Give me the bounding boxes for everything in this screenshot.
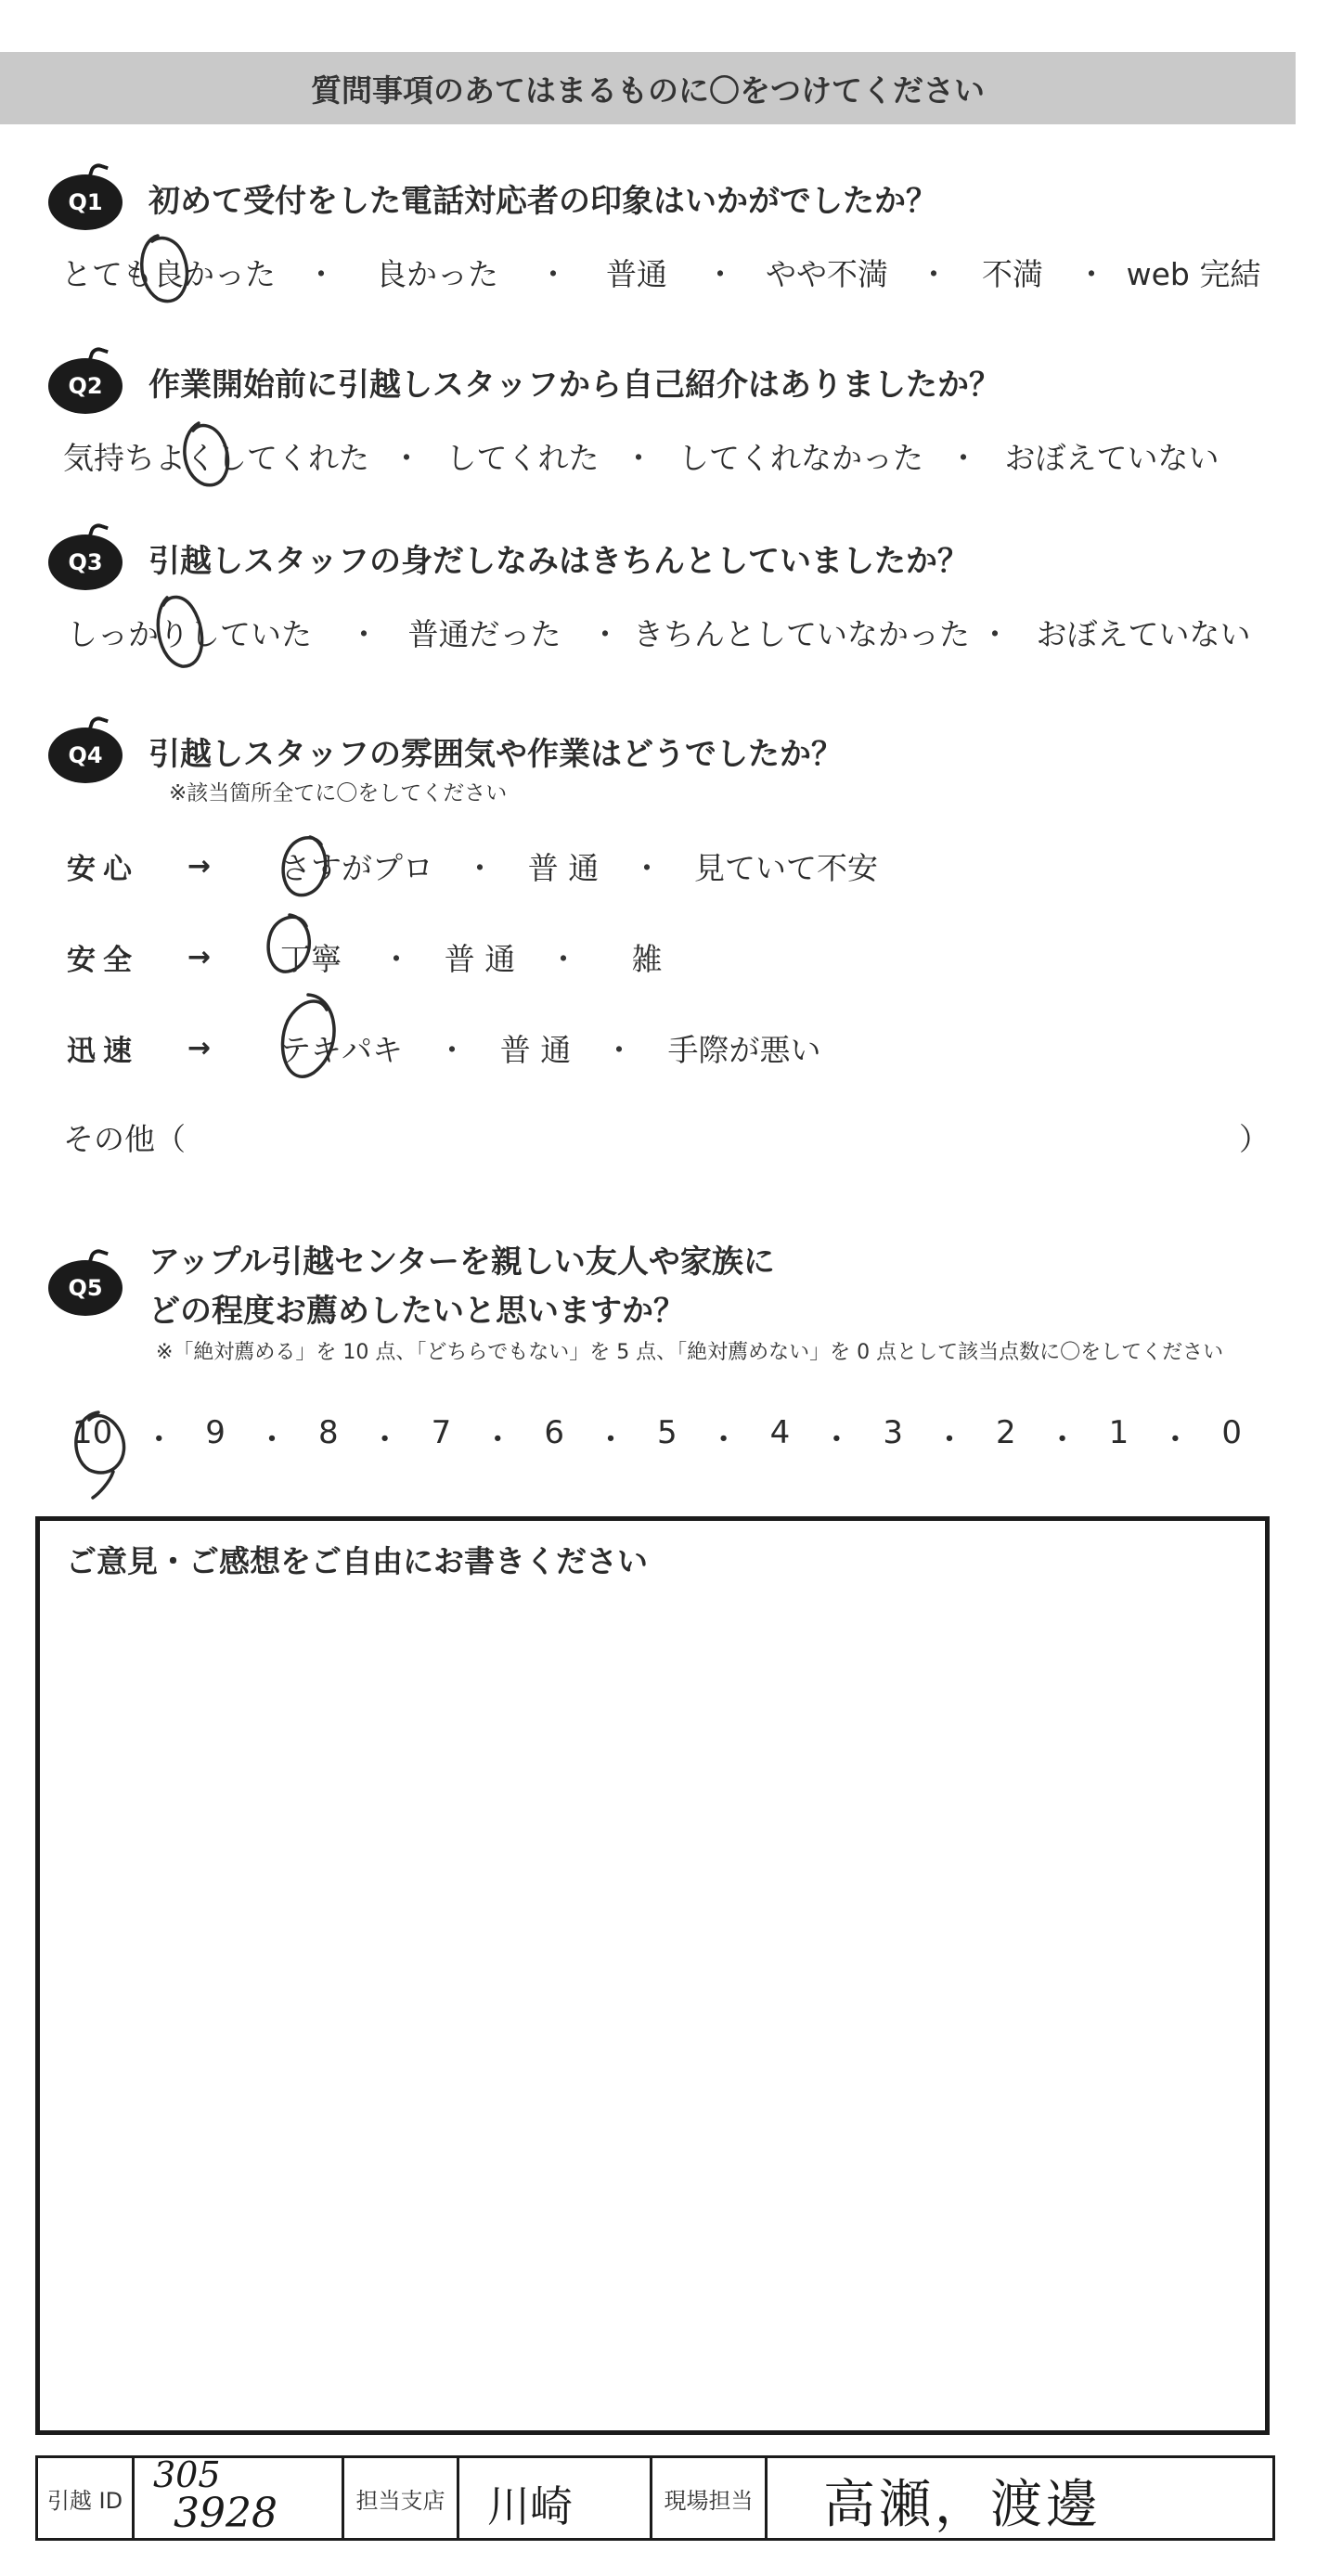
q3-option[interactable]: おぼえていない — [1036, 616, 1251, 652]
q4-other-close: ） — [1239, 1121, 1270, 1157]
apple-q-icon — [46, 523, 126, 592]
question-3 — [46, 516, 1309, 654]
q3-option[interactable]: しっかりしていた — [67, 616, 312, 652]
separator: ・ — [704, 256, 736, 292]
branch-value: 川崎 — [487, 2481, 573, 2531]
q4-option[interactable]: 丁寧 — [280, 941, 342, 977]
score-option[interactable]: 8 — [317, 1414, 339, 1451]
separator: ・ — [589, 616, 621, 652]
separator: ・ — [1046, 1422, 1078, 1459]
separator: ・ — [305, 256, 337, 292]
separator: ・ — [603, 1032, 635, 1068]
q4-option[interactable]: 雑 — [631, 941, 663, 977]
separator: ・ — [1159, 1422, 1192, 1459]
separator: ・ — [381, 941, 412, 977]
q2-option[interactable]: おぼえていない — [1004, 440, 1219, 476]
survey-header — [0, 52, 1296, 124]
separator: ・ — [820, 1422, 853, 1459]
separator: ・ — [623, 440, 654, 476]
q3-option[interactable]: きちんとしていなかった — [633, 616, 970, 652]
score-option[interactable]: 0 — [1221, 1414, 1242, 1451]
q1-heading — [46, 156, 1309, 239]
q4-row-label: 迅速 — [67, 1035, 139, 1068]
arrow-icon: → — [187, 941, 212, 973]
move-id-label: 引越 ID — [38, 2458, 135, 2538]
q4-option[interactable]: 見ていて不安 — [694, 850, 878, 886]
score-option[interactable]: 1 — [1108, 1414, 1129, 1451]
branch-cell[interactable] — [459, 2458, 652, 2538]
score-option[interactable]: 7 — [431, 1414, 452, 1451]
q5-note: ※「絶対薦める」を 10 点、「どちらでもない」を 5 点、「絶対薦めない」を 0 点として該当点数に〇をしてください — [156, 1341, 1224, 1364]
q3-question: 引越しスタッフの身だしなみはきちんとしていましたか？ — [148, 542, 969, 580]
q2-option[interactable]: してくれた — [445, 440, 600, 476]
separator: ・ — [594, 1422, 626, 1459]
separator: ・ — [143, 1422, 175, 1459]
separator: ・ — [933, 1422, 965, 1459]
q1-option[interactable]: 良かった — [376, 256, 498, 292]
separator: ・ — [631, 850, 663, 886]
staff-label: 現場担当 — [652, 2458, 768, 2538]
q2-option[interactable]: してくれなかった — [678, 440, 923, 476]
q5-scale — [72, 1414, 1242, 1460]
move-id-line1: 305 — [153, 2454, 221, 2495]
separator: ・ — [707, 1422, 740, 1459]
arrow-icon: → — [187, 850, 212, 882]
apple-q-icon — [46, 163, 126, 232]
q4-note: ※該当箇所全てに〇をしてください — [169, 781, 508, 805]
q1-option[interactable]: web 完結 — [1126, 256, 1261, 292]
staff-cell[interactable] — [768, 2458, 1272, 2538]
q1-option[interactable]: 不満 — [982, 256, 1043, 292]
score-option[interactable]: 2 — [996, 1414, 1016, 1451]
apple-q-icon — [46, 347, 126, 416]
score-option[interactable]: 10 — [72, 1414, 113, 1451]
q3-option[interactable]: 普通だった — [407, 616, 561, 652]
q4-question: 引越しスタッフの雰囲気や作業はどうでしたか？ — [148, 735, 843, 773]
q4-option[interactable]: 普 通 — [527, 850, 600, 886]
question-4 — [46, 709, 1309, 1157]
arrow-icon: → — [187, 1032, 212, 1064]
score-option[interactable]: 4 — [769, 1414, 791, 1451]
move-id-line2: 3928 — [174, 2490, 277, 2537]
separator: ・ — [948, 440, 979, 476]
comments-title: ご意見・ご感想をご自由にお書きください — [66, 1543, 648, 1579]
question-2 — [46, 340, 1309, 478]
q4-badge: Q4 — [48, 728, 123, 783]
q3-badge: Q3 — [48, 535, 123, 590]
footer-table — [35, 2455, 1275, 2541]
q1-option[interactable]: とても良かった — [61, 256, 276, 292]
q2-heading — [46, 340, 1309, 423]
separator: ・ — [918, 256, 949, 292]
q2-option[interactable]: 気持ちよくしてくれた — [63, 440, 369, 476]
q4-row-label: 安心 — [67, 853, 139, 886]
q4-row-relief — [67, 844, 902, 888]
q4-option[interactable]: 手際が悪い — [667, 1032, 821, 1068]
q3-heading — [46, 516, 1309, 599]
q1-badge: Q1 — [48, 174, 123, 230]
separator: ・ — [436, 1032, 468, 1068]
separator: ・ — [391, 440, 422, 476]
score-option[interactable]: 5 — [656, 1414, 677, 1451]
separator: ・ — [548, 941, 579, 977]
separator: ・ — [537, 256, 569, 292]
q2-options — [63, 434, 1309, 478]
q4-row-label: 安全 — [67, 944, 139, 977]
separator: ・ — [255, 1422, 288, 1459]
separator: ・ — [348, 616, 380, 652]
q1-question: 初めて受付をした電話対応者の印象はいかがでしたか？ — [148, 182, 937, 220]
q5-question-line2: どの程度お薦めしたいと思いますか？ — [148, 1293, 685, 1330]
q4-other-label: その他（ — [63, 1121, 186, 1157]
q4-option[interactable]: 普 通 — [444, 941, 516, 977]
q4-row-speed — [67, 1026, 846, 1070]
q1-options — [61, 251, 1309, 294]
separator: ・ — [1076, 256, 1107, 292]
q4-option[interactable]: さすがプロ — [280, 850, 433, 886]
apple-q-icon — [46, 716, 126, 785]
q1-option[interactable]: 普通 — [606, 256, 667, 292]
score-option[interactable]: 6 — [544, 1414, 564, 1451]
score-option[interactable]: 9 — [205, 1414, 226, 1451]
separator: ・ — [464, 850, 496, 886]
branch-label: 担当支店 — [344, 2458, 459, 2538]
header-title: 質問事項のあてはまるものに〇をつけてください — [311, 71, 985, 109]
q4-option[interactable]: 普 通 — [499, 1032, 572, 1068]
move-id-cell[interactable] — [135, 2454, 344, 2538]
q4-option[interactable]: テキパキ — [280, 1032, 403, 1068]
q2-badge: Q2 — [48, 358, 123, 414]
q5-question-line1: アップル引越センターを親しい友人や家族に — [148, 1243, 775, 1281]
separator: ・ — [979, 616, 1011, 652]
separator: ・ — [368, 1422, 401, 1459]
question-1 — [46, 156, 1309, 294]
staff-value: 高瀬，渡邊 — [823, 2475, 1102, 2535]
q4-row-safety — [67, 935, 707, 979]
q5-heading — [46, 1232, 1309, 1334]
question-5 — [46, 1232, 1309, 1459]
q2-question: 作業開始前に引越しスタッフから自己紹介はありましたか？ — [148, 366, 1000, 404]
score-option[interactable]: 3 — [883, 1414, 903, 1451]
comments-box[interactable] — [35, 1516, 1270, 2435]
q3-options — [67, 611, 1309, 654]
q1-option[interactable]: やや不満 — [766, 256, 888, 292]
separator: ・ — [482, 1422, 514, 1459]
apple-q-icon — [46, 1249, 126, 1318]
q5-badge: Q5 — [48, 1260, 123, 1316]
q4-other — [63, 1115, 1270, 1159]
